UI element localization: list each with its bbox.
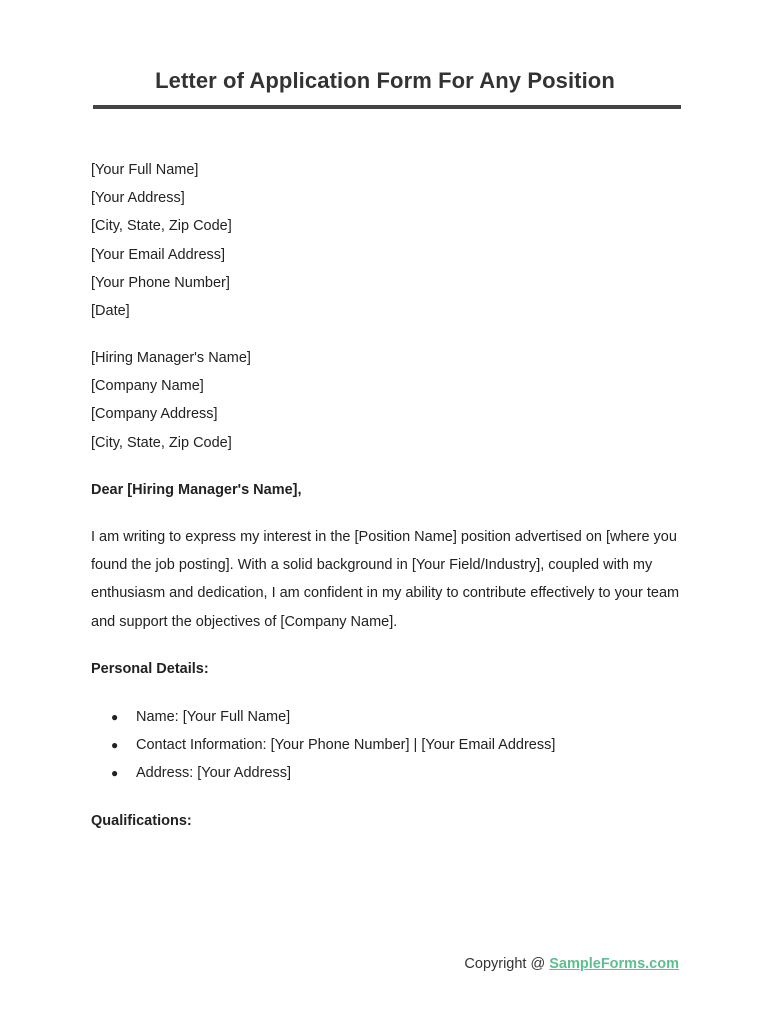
bullet-icon: ● xyxy=(111,738,119,753)
copyright-text: Copyright @ xyxy=(464,956,550,972)
letter-date: [Date] xyxy=(91,303,130,320)
title-underline xyxy=(93,105,681,109)
recipient-city-state-zip: [City, State, Zip Code] xyxy=(91,434,232,451)
personal-details-heading: Personal Details: xyxy=(91,661,209,677)
list-item xyxy=(91,703,555,731)
sender-city-state-zip: [City, State, Zip Code] xyxy=(91,218,232,235)
personal-detail-address: Address: [Your Address] xyxy=(136,765,292,782)
recipient-manager-name: [Hiring Manager's Name] xyxy=(91,350,251,366)
recipient-company-address: [Company Address] xyxy=(91,406,218,423)
bullet-icon: ● xyxy=(111,710,119,724)
bullet-icon: ● xyxy=(111,766,119,781)
document-title: Letter of Application Form For Any Position xyxy=(155,68,615,93)
list-item xyxy=(91,759,555,787)
body-paragraph: I am writing to express my interest in the [Position Name] position advertised on [where you found the job posting]. With a solid background in [Your Field/Industry], coupled with my enthusiasm and dedication, I am confident in my ability to contribute effectively to your team and support the objectives of [Company Name]. xyxy=(91,529,680,630)
list-item xyxy=(91,731,555,759)
personal-details-list xyxy=(91,703,555,788)
personal-detail-contact: Contact Information: [Your Phone Number] | [Your Email Address] xyxy=(136,737,556,754)
salutation: Dear [Hiring Manager's Name], xyxy=(91,482,302,498)
recipient-company-name: [Company Name] xyxy=(91,378,204,395)
qualifications-heading: Qualifications: xyxy=(91,813,192,829)
recipient-address-block xyxy=(91,344,251,457)
copyright-footer xyxy=(464,956,679,972)
personal-detail-name: Name: [Your Full Name] xyxy=(136,709,291,725)
sender-phone: [Your Phone Number] xyxy=(91,274,230,291)
sender-address-block xyxy=(91,156,232,325)
sender-email: [Your Email Address] xyxy=(91,246,226,263)
sender-address: [Your Address] xyxy=(91,190,185,207)
sampleforms-link[interactable]: SampleForms.com xyxy=(549,956,679,972)
sender-full-name: [Your Full Name] xyxy=(91,162,199,178)
